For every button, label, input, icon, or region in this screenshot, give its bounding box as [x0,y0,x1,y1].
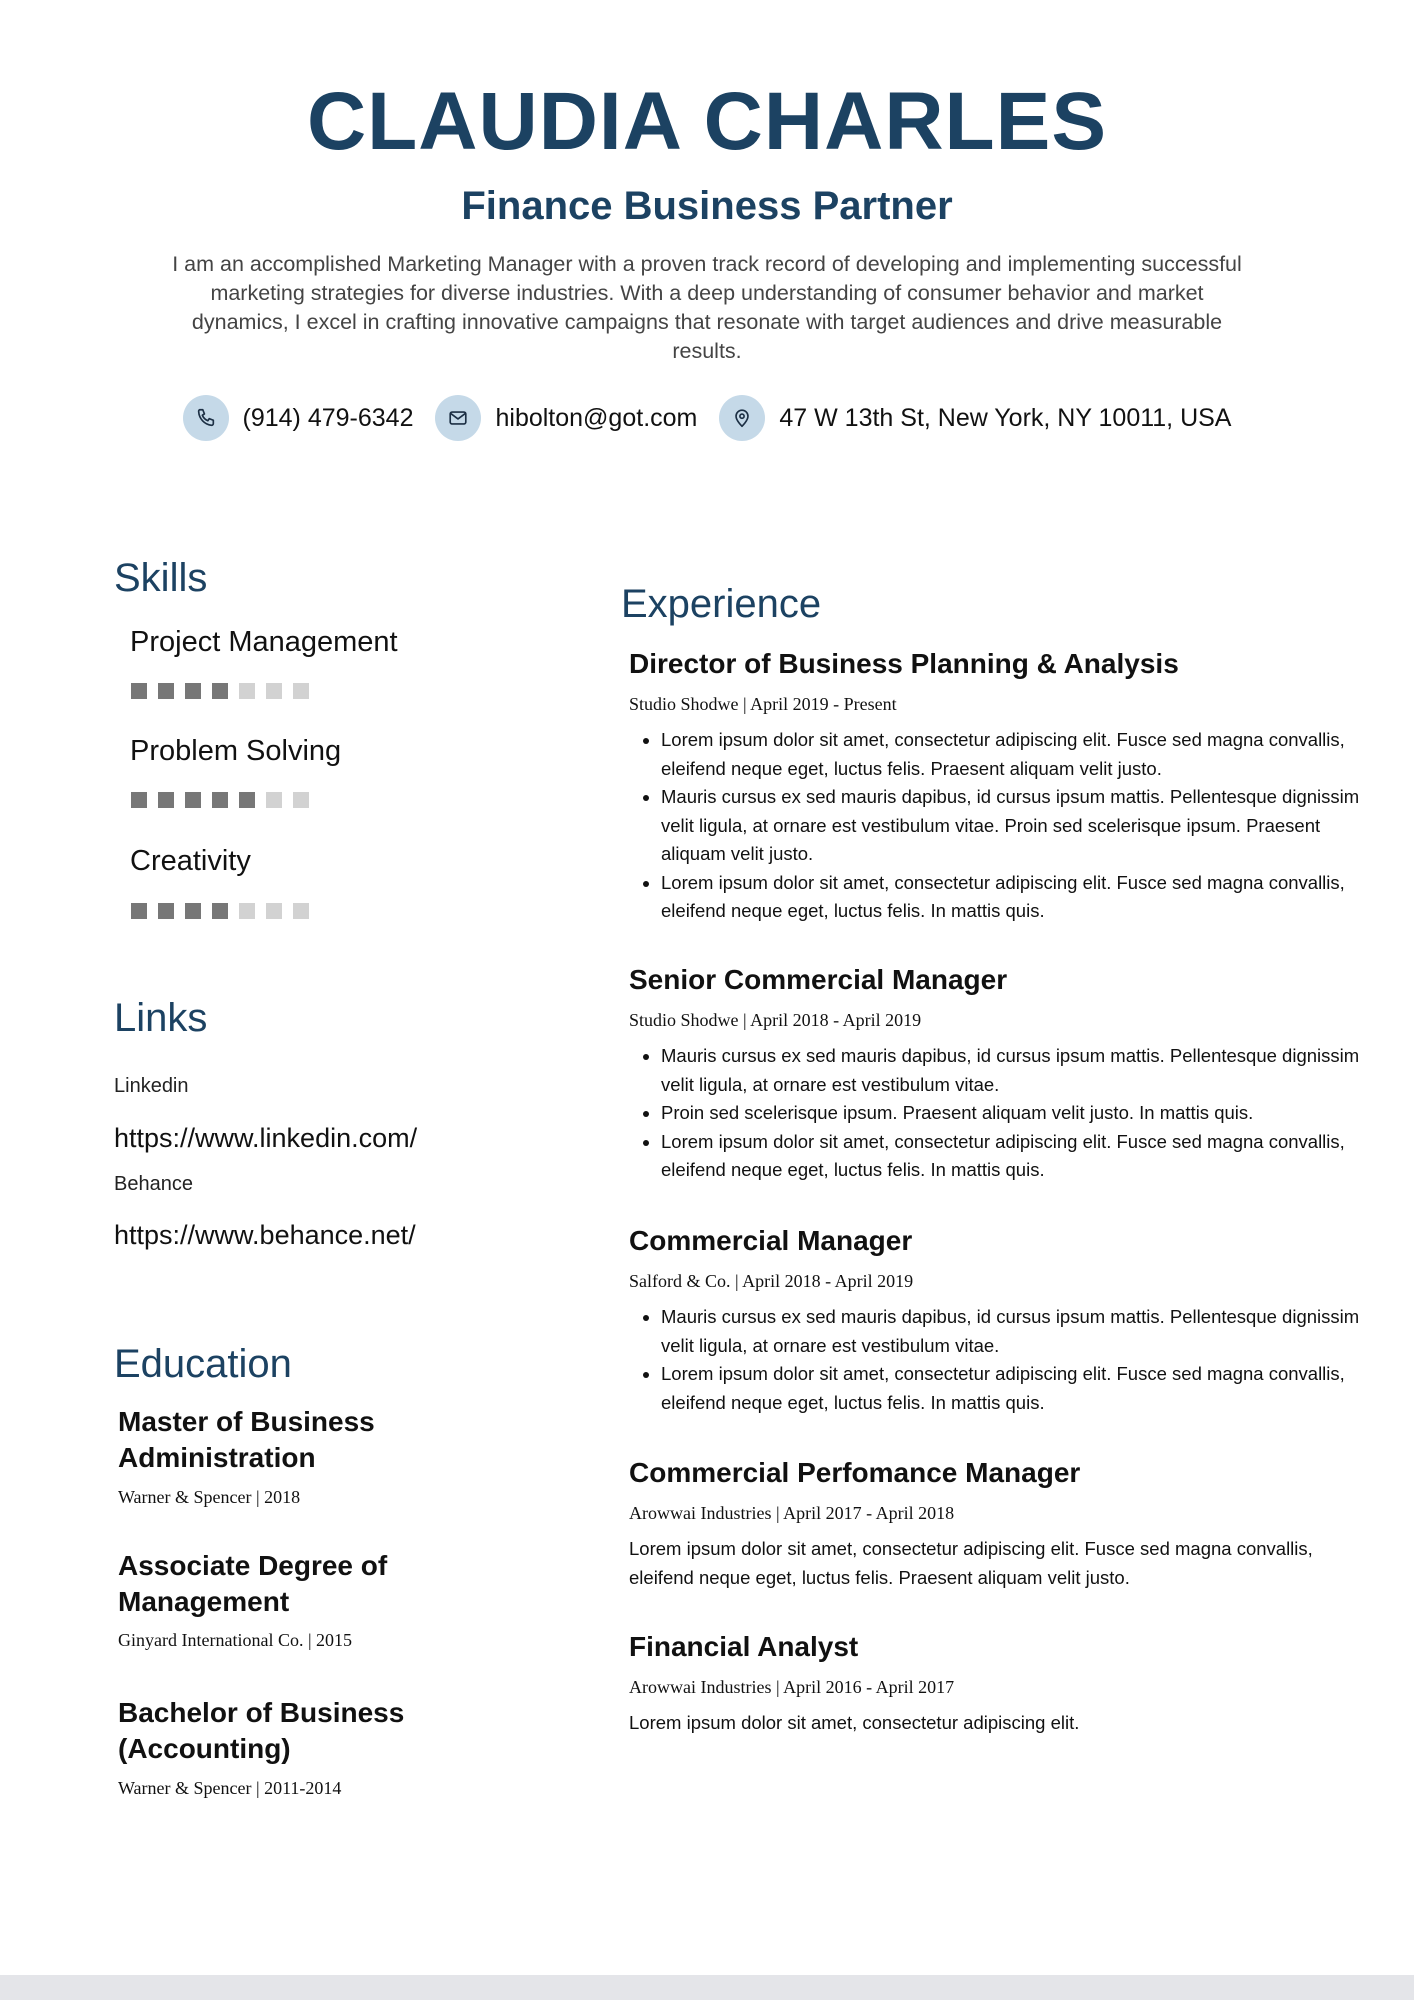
skill-level-meter [131,903,320,919]
experience-description: Lorem ipsum dolor sit amet, consectetur adipiscing elit. [629,1712,1080,1733]
experience-job-meta: Studio Shodwe | April 2019 - Present [629,694,897,714]
links-heading: Links [114,996,208,1040]
candidate-name: CLAUDIA CHARLES [306,76,1108,167]
skill-name: Creativity [130,845,251,877]
experience-job-title: Financial Analyst [629,1631,859,1662]
contact-bar [0,394,1414,442]
phone-number: (914) 479-6342 [242,403,414,432]
list-item: • Lorem ipsum dolor sit amet, consectetur adipiscing elit. Fusce sed magna convallis, eleifend neque eget, luctus felis. In mattis quis. [661,869,1361,926]
list-item: • Mauris cursus ex sed mauris dapibus, id cursus ipsum mattis. Pellentesque dignissim velit ligula, at ornare est vestibulum vitae. [661,1042,1361,1099]
skill-level-filled [158,683,174,699]
phone-icon [183,395,229,441]
experience-job-meta: Arowwai Industries | April 2017 - April 2018 [629,1503,955,1523]
skill-level-filled [131,683,147,699]
list-item: • Lorem ipsum dolor sit amet, consectetur adipiscing elit. Fusce sed magna convallis, eleifend neque eget, luctus felis. Praesent aliquam velit justo. [661,726,1361,783]
education-meta: Warner & Spencer | 2018 [118,1487,301,1507]
contact-email[interactable] [435,395,697,441]
job-title: Finance Business Partner [461,184,953,228]
skills-heading: Skills [114,556,208,600]
link-label-linkedin: Linkedin [114,1075,189,1097]
link-label-behance: Behance [114,1173,193,1195]
skill-level-empty [239,683,255,699]
list-item: • Mauris cursus ex sed mauris dapibus, id cursus ipsum mattis. Pellentesque dignissim velit ligula, at ornare est vestibulum vitae. [661,1303,1361,1360]
email-address: hibolton@got.com [495,403,698,432]
skill-level-filled [212,683,228,699]
skill-level-filled [212,903,228,919]
skill-level-filled [131,903,147,919]
experience-job-meta: Studio Shodwe | April 2018 - April 2019 [629,1010,922,1030]
skill-level-filled [185,792,201,808]
contact-phone[interactable] [183,395,414,441]
experience-bullets [629,726,1361,926]
experience-bullets [629,1303,1361,1417]
skill-level-empty [293,792,309,808]
list-item: • Mauris cursus ex sed mauris dapibus, id cursus ipsum mattis. Pellentesque dignissim velit ligula, at ornare est vestibulum vitae. Proin sed scelerisque ipsum. Praesent aliquam velit justo. [661,783,1361,869]
education-heading: Education [114,1342,292,1386]
experience-job-title: Commercial Perfomance Manager [629,1457,1081,1488]
skill-name: Problem Solving [130,735,342,767]
profile-summary: I am an accomplished Marketing Manager with a proven track record of developing and implementing successful marketing strategies for diverse industries. With a deep understanding of consumer behavior and market dynamics, I excel in crafting innovative campaigns that resonate with target audiences and drive measurable results. [172,252,1242,363]
location-pin-icon [719,395,765,441]
education-meta: Ginyard International Co. | 2015 [118,1630,353,1650]
skill-level-empty [239,903,255,919]
skill-level-empty [266,903,282,919]
skill-level-filled [131,792,147,808]
experience-heading: Experience [621,582,822,626]
footer-band [0,1975,1414,2000]
link-behance[interactable]: https://www.behance.net/ [114,1220,416,1250]
experience-job-meta: Arowwai Industries | April 2016 - April 2017 [629,1677,955,1697]
list-item: • Proin sed scelerisque ipsum. Praesent aliquam velit justo. In mattis quis. [661,1099,1361,1128]
street-address: 47 W 13th St, New York, NY 10011, USA [779,403,1232,432]
contact-address [719,395,1231,441]
mail-icon [435,395,481,441]
experience-job-title: Director of Business Planning & Analysis [629,648,1179,679]
skill-level-empty [266,683,282,699]
education-degree: Master of Business Administration [118,1406,375,1473]
skill-level-filled [212,792,228,808]
education-degree: Associate Degree of Management [118,1550,388,1617]
skill-level-filled [158,903,174,919]
link-linkedin[interactable]: https://www.linkedin.com/ [114,1123,418,1153]
skill-level-meter [131,792,320,808]
list-item: • Lorem ipsum dolor sit amet, consectetur adipiscing elit. Fusce sed magna convallis, eleifend neque eget, luctus felis. In mattis quis. [661,1128,1361,1185]
list-item: • Lorem ipsum dolor sit amet, consectetur adipiscing elit. Fusce sed magna convallis, eleifend neque eget, luctus felis. In mattis quis. [661,1360,1361,1417]
skill-level-empty [293,683,309,699]
education-degree: Bachelor of Business (Accounting) [118,1697,405,1764]
skill-level-empty [293,903,309,919]
experience-job-title: Senior Commercial Manager [629,964,1008,995]
skill-name: Project Management [130,626,398,658]
skill-level-empty [266,792,282,808]
experience-description: Lorem ipsum dolor sit amet, consectetur adipiscing elit. Fusce sed magna convallis, eleifend neque eget, luctus felis. Praesent aliquam velit justo. [629,1538,1313,1588]
skill-level-meter [131,683,320,699]
experience-bullets [629,1042,1361,1185]
experience-job-meta: Salford & Co. | April 2018 - April 2019 [629,1271,914,1291]
skill-level-filled [239,792,255,808]
skill-level-filled [185,903,201,919]
experience-job-title: Commercial Manager [629,1225,913,1256]
skill-level-filled [158,792,174,808]
skill-level-filled [185,683,201,699]
education-meta: Warner & Spencer | 2011-2014 [118,1778,342,1798]
